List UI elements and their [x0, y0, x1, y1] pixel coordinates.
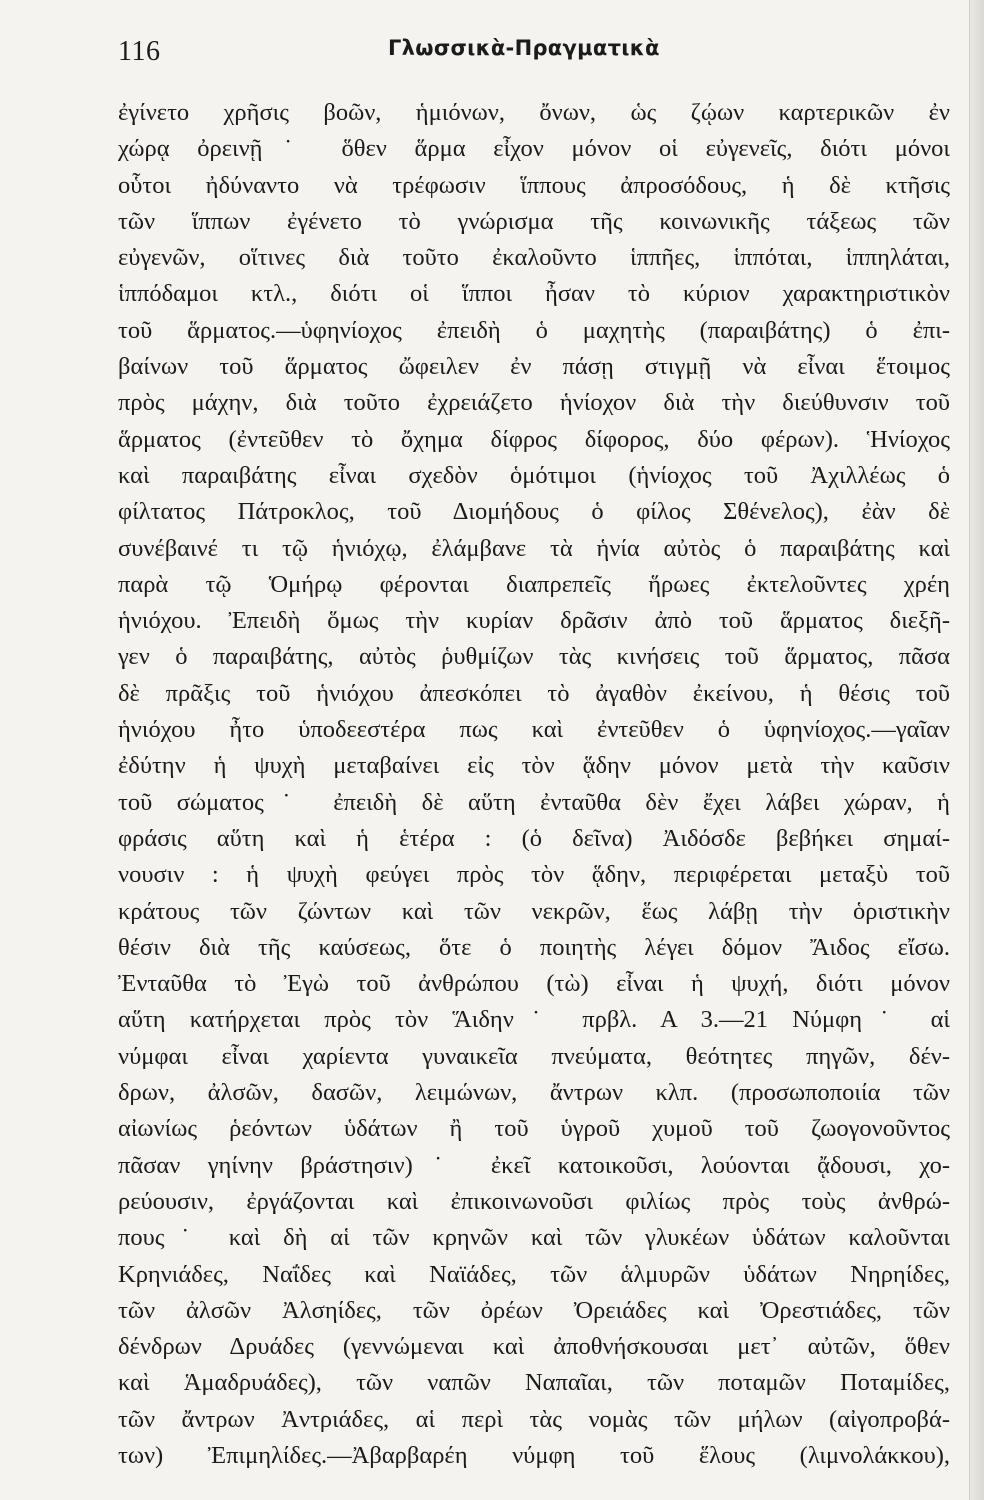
text-line: παρὰ τῷ Ὁμήρῳ φέρονται διαπρεπεῖς ἥρωες ἐκτελοῦντες χρέη	[118, 570, 950, 598]
text-line: συνέβαινέ τι τῷ ἡνιόχῳ, ἐλάμβανε τὰ ἡνία αὐτὸς ὁ παραιβάτης καὶ	[118, 534, 950, 562]
text-line: ἱππόδαμοι κτλ., διότι οἱ ἵπποι ἦσαν τὸ κύριον χαρακτηριστικὸν	[118, 280, 950, 308]
text-line: τῶν ἄντρων Ἀντριάδες, αἱ περὶ τὰς νομὰς τῶν μήλων (αἰγοπροβά-	[118, 1405, 950, 1433]
running-head: Γλωσσικὰ-Πραγματικὰ	[388, 36, 660, 60]
text-line: τοῦ ἅρματος.—ὑφηνίοχος ἐπειδὴ ὁ μαχητὴς (παραιβάτης) ὁ ἐπι-	[118, 316, 950, 344]
page-edge	[969, 0, 984, 1500]
text-line: αὕτη κατήρχεται πρὸς τὸν Ἅιδην˙ πρβλ. Α 3.—21 Νύμφη˙ αἱ	[118, 1006, 950, 1034]
text-line: εὐγενῶν, οἵτινες διὰ τοῦτο ἐκαλοῦντο ἱππῆες, ἱππόται, ἱππηλάται,	[118, 244, 950, 272]
text-line: νύμφαι εἶναι χαρίεντα γυναικεῖα πνεύματα, θεότητες πηγῶν, δέν-	[118, 1042, 950, 1070]
page-header	[118, 30, 948, 70]
text-line: πρὸς μάχην, διὰ τοῦτο ἐχρειάζετο ἡνίοχον διὰ τὴν διεύθυνσιν τοῦ	[118, 389, 950, 417]
text-line: φίλτατος Πάτροκλος, τοῦ Διομήδους ὁ φίλος Σθένελος), ἐὰν δὲ	[118, 498, 950, 526]
text-line: Κρηνιάδες, Ναΐδες καὶ Ναϊάδες, τῶν ἁλμυρῶν ὑδάτων Νηρηίδες,	[118, 1260, 950, 1288]
text-line: νουσιν : ἡ ψυχὴ φεύγει πρὸς τὸν ᾅδην, περιφέρεται μεταξὺ τοῦ	[118, 861, 950, 889]
text-line: βαίνων τοῦ ἅρματος ὤφειλεν ἐν πάσῃ στιγμῇ νὰ εἶναι ἕτοιμος	[118, 353, 950, 381]
text-line: πᾶσαν γηίνην βράστησιν)˙ ἐκεῖ κατοικοῦσι, λούονται ᾄδουσι, χο-	[118, 1151, 950, 1179]
text-line: τοῦ σώματος˙ ἐπειδὴ δὲ αὕτη ἐνταῦθα δὲν ἔχει λάβει χώραν, ἡ	[118, 788, 950, 816]
text-line: Ἐνταῦθα τὸ Ἐγὼ τοῦ ἀνθρώπου (τὼ) εἶναι ἡ ψυχή, διότι μόνον	[118, 970, 950, 998]
text-line: δρων, ἀλσῶν, δασῶν, λειμώνων, ἄντρων κλπ. (προσωποποιία τῶν	[118, 1079, 950, 1107]
text-line: καὶ παραιβάτης εἶναι σχεδὸν ὁμότιμοι (ἡνίοχος τοῦ Ἀχιλλέως ὁ	[118, 461, 950, 489]
text-line: δὲ πρᾶξις τοῦ ἡνιόχου ἀπεσκόπει τὸ ἀγαθὸν ἐκείνου, ἡ θέσις τοῦ	[118, 679, 950, 707]
text-line: ἡνιόχου. Ἐπειδὴ ὅμως τὴν κυρίαν δρᾶσιν ἀπὸ τοῦ ἅρματος διεξῆ-	[118, 607, 950, 635]
text-line: ἐγίνετο χρῆσις βοῶν, ἡμιόνων, ὄνων, ὡς ζῴων καρτερικῶν ἐν	[118, 99, 950, 126]
text-line: των) Ἐπιμηλίδες.—Ἀβαρβαρέη νύμφη τοῦ ἕλους (λιμνολάκκου),	[118, 1441, 950, 1469]
body-text	[118, 95, 950, 1474]
text-line: οὗτοι ἠδύναντο νὰ τρέφωσιν ἵππους ἀπροσόδους, ἡ δὲ κτῆσις	[118, 171, 950, 199]
text-line: χώρᾳ ὀρεινῇ˙ ὅθεν ἅρμα εἶχον μόνον οἱ εὐγενεῖς, διότι μόνοι	[118, 135, 950, 163]
text-line: αἰωνίως ῥεόντων ὑδάτων ἢ τοῦ ὑγροῦ χυμοῦ τοῦ ζωογονοῦντος	[118, 1115, 950, 1143]
text-line: τῶν ἀλσῶν Ἀλσηίδες, τῶν ὀρέων Ὀρειάδες καὶ Ὀρεστιάδες, τῶν	[118, 1296, 950, 1324]
text-line: ρεύουσιν, ἐργάζονται καὶ ἐπικοινωνοῦσι φιλίως πρὸς τοὺς ἀνθρώ-	[118, 1187, 950, 1215]
text-line: πους˙ καὶ δὴ αἱ τῶν κρηνῶν καὶ τῶν γλυκέων ὑδάτων καλοῦνται	[118, 1224, 950, 1252]
text-line: τῶν ἵππων ἐγένετο τὸ γνώρισμα τῆς κοινωνικῆς τάξεως τῶν	[118, 207, 950, 235]
text-line: θέσιν διὰ τῆς καύσεως, ὅτε ὁ ποιητὴς λέγει δόμον Ἄιδος εἴσω.	[118, 933, 950, 961]
text-line: κράτους τῶν ζώντων καὶ τῶν νεκρῶν, ἕως λάβῃ τὴν ὁριστικὴν	[118, 897, 950, 925]
text-line: καὶ Ἁμαδρυάδες), τῶν ναπῶν Ναπαῖαι, τῶν ποταμῶν Ποταμίδες,	[118, 1369, 950, 1397]
text-line: ἅρματος (ἐντεῦθεν τὸ ὄχημα δίφρος δίφορος, δύο φέρων). Ἡνίοχος	[118, 425, 950, 453]
text-line: γεν ὁ παραιβάτης, αὐτὸς ῥυθμίζων τὰς κινήσεις τοῦ ἅρματος, πᾶσα	[118, 643, 950, 671]
text-line: ἡνιόχου ἦτο ὑποδεεστέρα πως καὶ ἐντεῦθεν ὁ ὑφηνίοχος.—γαῖαν	[118, 716, 950, 744]
text-line: δένδρων Δρυάδες (γεννώμεναι καὶ ἀποθνήσκουσαι μετ᾿ αὐτῶν, ὅθεν	[118, 1333, 950, 1361]
text-line: ἐδύτην ἡ ψυχὴ μεταβαίνει εἰς τὸν ᾅδην μόνον μετὰ τὴν καῦσιν	[118, 752, 950, 780]
text-line: φράσις αὕτη καὶ ἡ ἑτέρα : (ὁ δεῖνα) Ἀιδόσδε βεβήκει σημαί-	[118, 824, 950, 852]
page-number: 116	[118, 36, 161, 67]
